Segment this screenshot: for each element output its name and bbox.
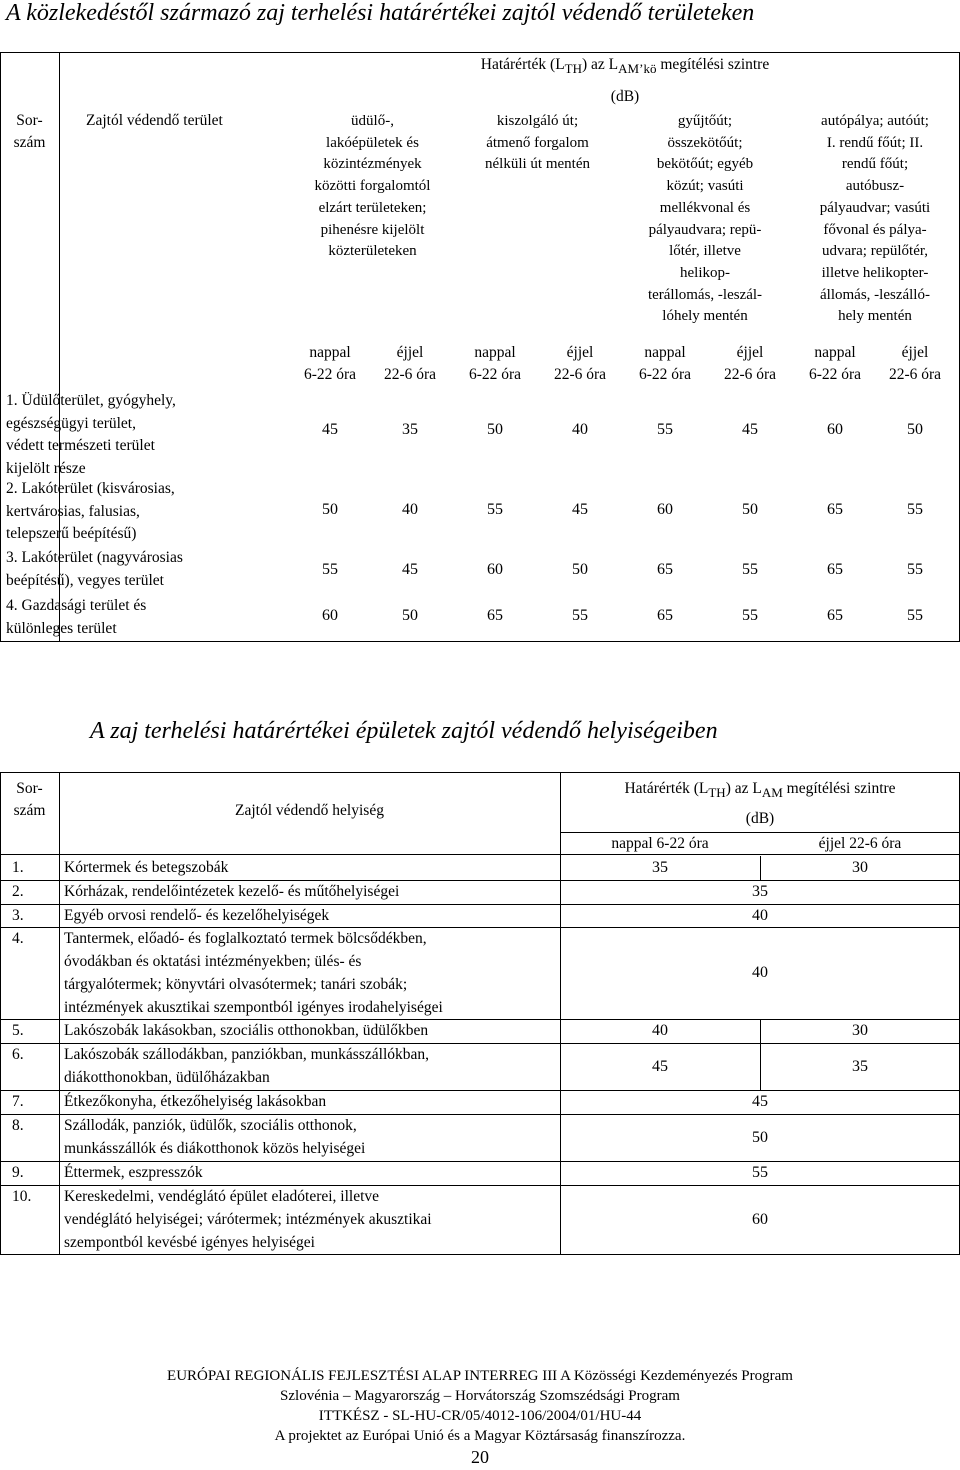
table2-col-night: éjjel 22-6 óra [818,835,902,852]
footer-line: A projektet az Európai Unió és a Magyar Köztársaság finanszírozza. [274,1428,686,1444]
table2-row-number: 5. [12,1022,24,1039]
table2-value: 50 [752,1128,768,1146]
table1-value: 45 [742,421,758,438]
table1-value: 50 [487,421,503,438]
table1-limit-unit: (dB) [610,88,640,105]
table2-day-value: 35 [652,859,668,876]
table1-value: 65 [827,561,843,578]
table1-value: 55 [907,561,923,578]
table2-col-room: Zajtól védendő helyiség [235,802,384,819]
table1-value: 60 [657,501,673,518]
table2-day-value: 45 [652,1057,668,1075]
table1-row-label: 2. Lakóterület (kisvárosias, kertvárosias, falusias, telepszerű beépítésű) [6,480,175,542]
table1-value: 45 [322,421,338,438]
table1-col-area: Zajtól védendő terület [86,112,223,129]
table1-value: 35 [402,421,418,438]
table2-row-label: Kereskedelmi, vendéglátó épület eladóterei, illetve vendéglátó helyiségei; várótermek; intézmények akusztikai szempontból kevésbé igényes helyiségei [64,1188,432,1251]
table1-value: 50 [572,561,588,578]
table2-value: 60 [752,1210,768,1228]
table2-row-number: 7. [12,1093,24,1110]
table2-row-number: 9. [12,1164,24,1181]
table2-row-number: 2. [12,883,24,900]
table1-value: 65 [487,607,503,624]
table1-value: 60 [827,421,843,438]
table1-value: 60 [487,561,503,578]
table2-value: 45 [752,1093,768,1110]
footer-line: ITTKÉSZ - SL-HU-CR/05/4012-106/2004/01/HU-44 [318,1408,642,1424]
table1-value: 45 [572,501,588,518]
table1-value: 65 [657,607,673,624]
table2-night-value: 30 [852,859,868,876]
table1-category-1: üdülő-, lakóépületek és közintézmények közötti forgalomtól elzárt területeken; pihenésre kijelölt közterületeken [314,113,431,260]
table1-value: 55 [322,561,338,578]
table1-day-label: nappal 6-22 óra [468,344,522,383]
table1-row-label: 4. Gazdasági terület és különleges terület [6,597,147,637]
table2-title: A zaj terhelési határértékei épületek zajtól védendő helyiségeiben [90,718,718,744]
table1-night-label: éjjel 22-6 óra [723,344,777,383]
table2-value: 40 [752,964,768,981]
table2-row-number: 1. [12,859,24,876]
table2-row-label: Kórházak, rendelőintézetek kezelő- és műtőhelyiségei [64,883,400,900]
table1-value: 50 [907,421,923,438]
page-number: 20 [471,1447,489,1467]
table1-value: 55 [657,421,673,438]
table1-value: 45 [402,561,418,578]
table1-category-3: gyűjtőút; összekötőút; bekötőút; egyéb közút; vasúti mellékvonal és pályaudvara; repü- lőtér, illetve helikop- terállomás, -leszál- lóhely mentén [647,113,763,325]
table1-value: 50 [742,501,758,518]
table2-row-number: 4. [12,930,24,947]
table2-night-value: 30 [852,1022,868,1039]
table1-category-2: kiszolgáló út; átmenő forgalom nélküli út mentén [485,113,590,173]
table2-value: 40 [752,906,768,924]
table1-night-label: éjjel 22-6 óra [553,344,607,383]
table2-limit-header: Határérték $(L_{TH})$ az $L_{AM}$ megítélési szintre [624,780,896,801]
table1-value: 50 [322,501,338,518]
table2-value: 35 [752,883,768,900]
table1-value: 65 [827,607,843,624]
table2-row-number: 3. [12,907,24,924]
table1-night-label: éjjel 22-6 óra [383,344,437,383]
table1-value: 50 [402,607,418,624]
table2-night-value: 35 [852,1057,868,1075]
table1-value: 55 [907,501,923,518]
table1-value: 55 [487,501,503,518]
table1-value: 55 [572,607,588,624]
table1-limit-header: Határérték $(L_{TH})$ az $L_{AM’kö}$ megítélési szintre [480,56,770,77]
footer-line: Szlovénia – Magyarország – Horvátország Szomszédsági Program [280,1388,680,1404]
table2-col-sorszam: Sor- szám [13,780,46,819]
table2-row-label: Szállodák, panziók, üdülők, szociális otthonok, munkásszállók és diákotthonok közös helyiségei [64,1117,366,1157]
table2-row-label: Lakószobák szállodákban, panziókban, munkásszállókban, diákotthonokban, üdülőházakban [64,1046,429,1086]
table1-value: 40 [402,501,418,518]
table1-day-label: nappal 6-22 óra [808,344,862,383]
table2-row-label: Éttermek, eszpresszók [64,1164,203,1181]
table2-col-day: nappal 6-22 óra [611,835,709,852]
table2-row-number: 8. [12,1117,24,1134]
table2-day-value: 40 [652,1022,668,1039]
table1-value: 40 [572,421,588,438]
table1-value: 60 [322,607,338,624]
table1-value: 65 [827,501,843,518]
table1-col-sorszam: Sor- szám [13,112,46,151]
table1-value: 55 [907,607,923,624]
table2-row-label: Tantermek, előadó- és foglalkoztató termek bölcsődékben, óvodákban és oktatási intézményekben; ülés- és tárgyalótermek; könyvtári olvasótermek; tanári szobák; intézmények akusztikai szempontból igényes irodahelyiségei [64,930,443,1016]
table1-value: 65 [657,561,673,578]
table1-row-label: 3. Lakóterület (nagyvárosias beépítésű), vegyes terület [6,549,183,589]
table1-category-4: autópálya; autóút; I. rendű főút; II. rendű főút; autóbusz- pályaudvar; vasúti fővonal és pálya- udvara; repülőtér, illetve helikopter- állomás, -leszálló- hely mentén [819,113,931,325]
table1-night-label: éjjel 22-6 óra [888,344,942,383]
table1-day-label: nappal 6-22 óra [638,344,692,383]
table1-day-label: nappal 6-22 óra [303,344,357,383]
table2-row-number: 10. [12,1188,32,1205]
table2-row-label: Lakószobák lakásokban, szociális otthonokban, üdülőkben [64,1022,429,1039]
table2-row-number: 6. [12,1046,24,1063]
table1-row-label: 1. Üdülőterület, gyógyhely, egészségügyi terület, védett természeti terület kijelölt része [6,392,176,477]
table1-value: 55 [742,607,758,624]
table1-value: 55 [742,561,758,578]
table1-title: A közlekedéstől származó zaj terhelési határértékei zajtól védendő területeken [6,0,755,26]
table2-row-label: Kórtermek és betegszobák [64,859,229,876]
table2-row-label: Egyéb orvosi rendelő- és kezelőhelyiségek [64,907,330,924]
table2-limit-unit: (dB) [745,810,775,827]
table2-row-label: Étkezőkonyha, étkezőhelyiség lakásokban [64,1093,327,1110]
table2-value: 55 [752,1164,768,1181]
footer-line: EURÓPAI REGIONÁLIS FEJLESZTÉSI ALAP INTERREG III A Közösségi Kezdeményezés Program [167,1368,793,1384]
